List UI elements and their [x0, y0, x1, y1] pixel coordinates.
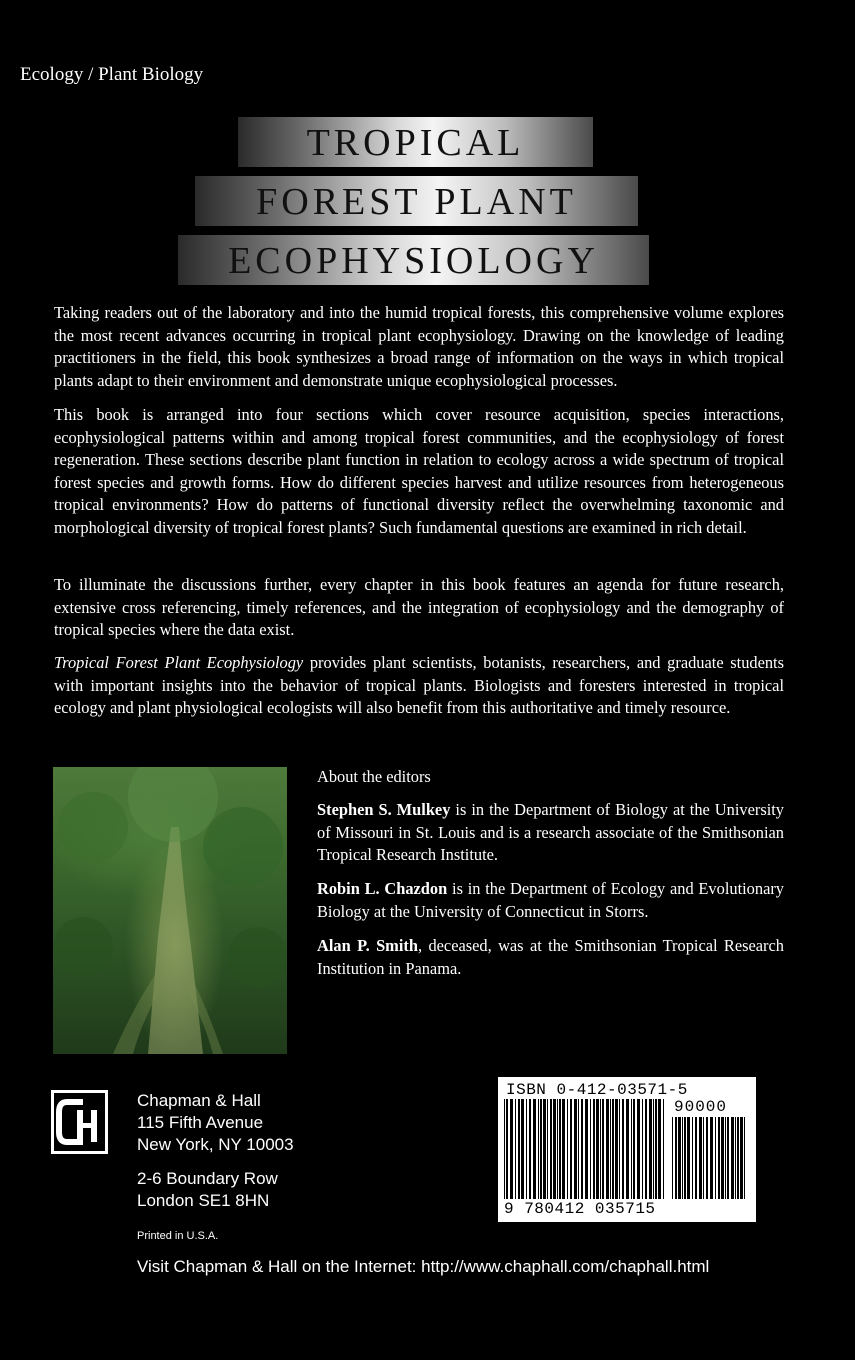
title-line-2: FOREST PLANT [195, 176, 638, 226]
editors-heading: About the editors [317, 767, 431, 786]
editor-1 [317, 799, 784, 867]
editor-1-bio: is in the Department of Biology at the University of Missouri in St. Louis and is a research associate of the Smithsonian Tropical Research Institute. [317, 800, 785, 864]
publisher-street: 115 Fifth Avenue [137, 1113, 264, 1132]
title-line-1: TROPICAL [238, 117, 593, 167]
publisher-address-london [137, 1168, 278, 1212]
publisher-address-ny [137, 1090, 294, 1156]
category-label: Ecology / Plant Biology [20, 64, 204, 85]
isbn-barcode [498, 1077, 756, 1222]
london-street: 2-6 Boundary Row [137, 1169, 278, 1188]
editor-2-name: Robin L. Chazdon [317, 879, 448, 898]
forest-photo [53, 767, 287, 1054]
publisher-city: New York, NY 10003 [137, 1135, 294, 1154]
book-title-italic: Tropical Forest Plant Ecophysiology [54, 653, 304, 672]
editor-3 [317, 935, 784, 980]
isbn-text: ISBN 0-412-03571-5 [506, 1081, 688, 1099]
ean-bars [502, 1099, 667, 1199]
blurb-paragraph-1: Taking readers out of the laboratory and into the humid tropical forests, this comprehensive volume explores the most recent advances occurring in tropical plant ecophysiology. Drawing on the knowledge of leading practitioners in the field, this book synthesizes a broad range of information on the ways in which tropical plants adapt to their environment and demonstrate unique ecophysiological processes. [54, 303, 784, 390]
blurb-paragraph-2: This book is arranged into four sections which cover resource acquisition, species interactions, ecophysiological patterns within and among tropical forest communities, and the ecophysiology of forest regeneration. These sections describe plant function in relation to ecology across a wide spectrum of tropical forest species and growth forms. How do different species harvest and utilize resources from heterogeneous tropical environments? How do patterns of functional diversity reflect the overwhelming taxonomic and morphological diversity of tropical forest plants? Such fundamental questions are examined in rich detail. [54, 405, 784, 537]
chapman-hall-logo [51, 1090, 108, 1154]
editor-2 [317, 878, 784, 923]
blurb-paragraph-4 [54, 652, 784, 720]
addon-bars [670, 1117, 750, 1199]
editor-2-bio: is in the Department of Ecology and Evolutionary Biology at the University of Connecticut in Storrs. [317, 879, 784, 921]
editor-3-bio: , deceased, was at the Smithsonian Tropical Research Institution in Panama. [317, 936, 784, 978]
london-city: London SE1 8HN [137, 1191, 270, 1210]
forest-photo-drawing [53, 767, 287, 1054]
title-line-3: ECOPHYSIOLOGY [178, 235, 649, 285]
editor-1-name: Stephen S. Mulkey [317, 800, 451, 819]
website-notice: Visit Chapman & Hall on the Internet: http://www.chaphall.com/chaphall.html [137, 1257, 710, 1276]
ean-number: 9 780412 035715 [504, 1200, 656, 1218]
editor-3-name: Alan P. Smith [317, 936, 418, 955]
publisher-name: Chapman & Hall [137, 1091, 261, 1110]
blurb-paragraph-4-text: provides plant scientists, botanists, researchers, and graduate students with important insights into the behavior of tropical plants. Biologists and foresters interested in tropical ecology and plant physiological ecologists will also benefit from this authoritative and timely resource. [54, 653, 784, 717]
printed-in: Printed in U.S.A. [137, 1230, 219, 1242]
blurb-paragraph-3: To illuminate the discussions further, every chapter in this book features an agenda for future research, extensive cross referencing, timely references, and the integration of ecophysiology and the demography of tropical species where the data exist. [54, 575, 784, 639]
price-code: 90000 [674, 1098, 728, 1116]
